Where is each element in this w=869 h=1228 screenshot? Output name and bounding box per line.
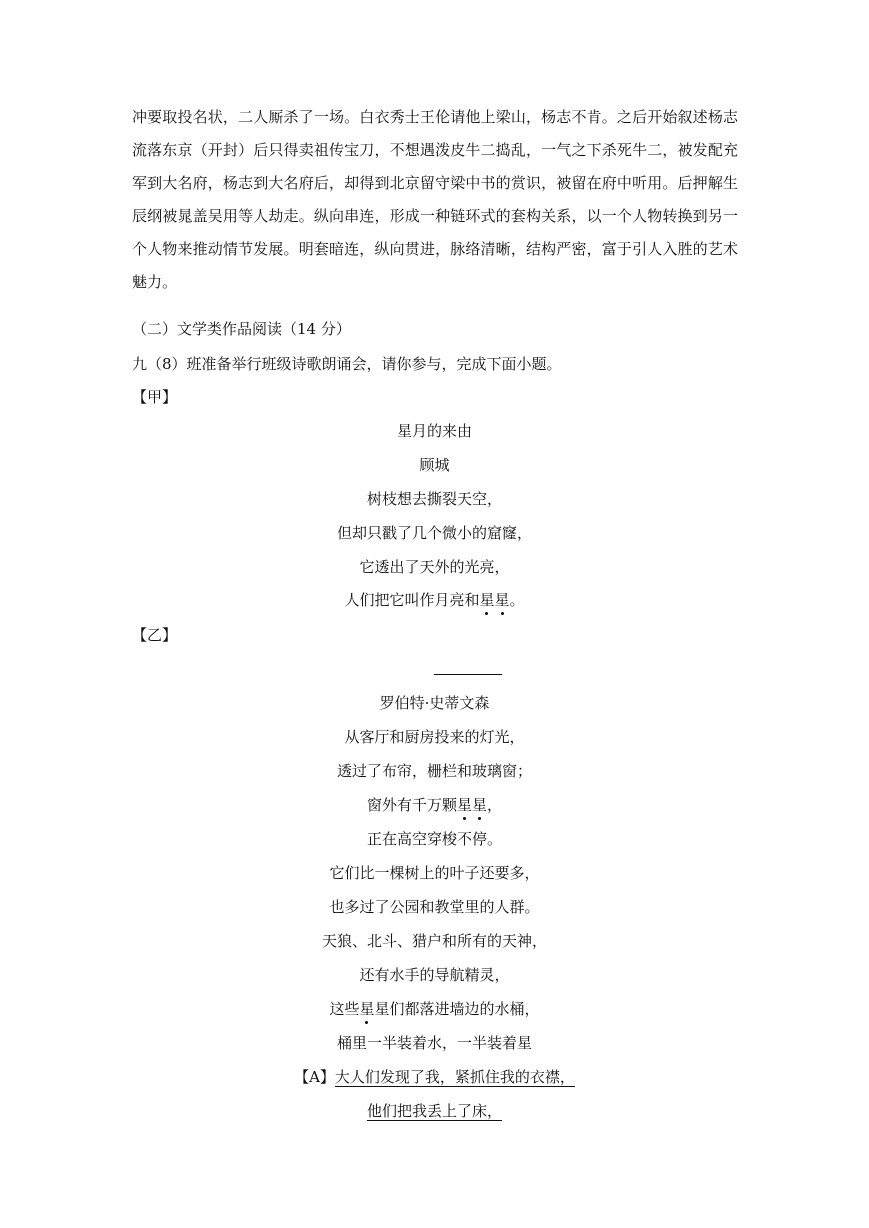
poem-b-line-2: 透过了布帘，栅栏和玻璃窗； [336, 762, 532, 780]
poem-b-line-3-end: ， [487, 796, 503, 814]
poem-b-line-8: 还有水手的导航精灵， [359, 966, 510, 984]
poem-a-label: 【甲】 [132, 388, 178, 406]
marker-a: 【A】 [294, 1068, 335, 1086]
emphasis-dot-char: 星 [472, 796, 488, 814]
poem-b-line-12 [0, 1100, 869, 1121]
emphasis-dot-text [479, 591, 509, 609]
poem-a-line-1: 树枝想去撕裂天空， [366, 490, 502, 508]
poem-a-line-2: 但却只戳了几个微小的窟窿， [336, 524, 532, 542]
poem-b-line-11 [0, 1066, 869, 1087]
emphasis-dot-char: 星 [479, 591, 495, 609]
poem-b-line-5: 它们比一棵树上的叶子还要多， [329, 864, 540, 882]
poem-b-line-10: 桶里一半装着水，一半装着星 [336, 1034, 532, 1052]
poem-a-author: 顾城 [419, 456, 450, 474]
poem-b-line-1: 从客厅和厨房投来的灯光， [344, 728, 525, 746]
poem-b-line-9-text: 这些 [329, 1000, 360, 1018]
poem-a-line-3: 它透出了天外的光亮， [359, 558, 510, 576]
poem-b-label: 【乙】 [132, 626, 178, 644]
emphasis-dot-char: 星 [456, 796, 472, 814]
poem-a-title: 星月的来由 [396, 422, 472, 440]
poem-b-line-7: 天狼、北斗、猎户和所有的天神， [321, 932, 547, 950]
emphasis-dot-text [359, 1000, 374, 1018]
underlined-line-1: 大人们发现了我，紧抓住我的衣襟， [334, 1068, 575, 1086]
poem-a-line-4 [0, 589, 869, 610]
emphasis-dot-char: 星 [359, 1000, 375, 1018]
poem-b-line-6: 也多过了公园和教堂里的人群。 [329, 898, 540, 916]
emphasis-dot-char: 星 [494, 591, 510, 609]
section-heading: （二）文学类作品阅读（14 分） [132, 320, 351, 338]
poem-b-line-9-rest: 星们都落进墙边的水桶， [374, 1000, 540, 1018]
poem-b-author: 罗伯特·史蒂文森 [379, 694, 490, 712]
poem-b-line-4: 正在高空穿梭不停。 [366, 830, 502, 848]
underlined-line-2: 他们把我丢上了床， [366, 1102, 502, 1120]
poem-a-line-4-text: 人们把它叫作月亮和 [344, 591, 480, 609]
poem-b-line-9 [0, 998, 869, 1019]
intro-paragraph: 冲要取投名状，二人厮杀了一场。白衣秀士王伦请他上梁山，杨志不肯。之后开始叙述杨志流落东京（开封）后只得卖祖传宝刀，不想遇泼皮牛二捣乱，一气之下杀死牛二，被发配充军到大名府，杨志到大名府后，却得到北京留守梁中书的赏识，被留在府中听用。后押解生辰纲被晁盖吴用等人劫走。纵向串连，形成一种链环式的套构关系，以一个人物转换到另一个人物来推动情节发展。明套暗连，纵向贯进，脉络清晰，结构严密，富于引人入胜的艺术魅力。 [132, 108, 738, 291]
poem-a-line-4-end: 。 [509, 591, 525, 609]
poem-b-line-3-text: 窗外有千万颗 [366, 796, 457, 814]
emphasis-dot-text [457, 796, 487, 814]
title-blank-line [434, 674, 502, 675]
poem-b-line-3 [0, 794, 869, 815]
instruction: 九（8）班准备举行班级诗歌朗诵会，请你参与，完成下面小题。 [132, 355, 562, 373]
